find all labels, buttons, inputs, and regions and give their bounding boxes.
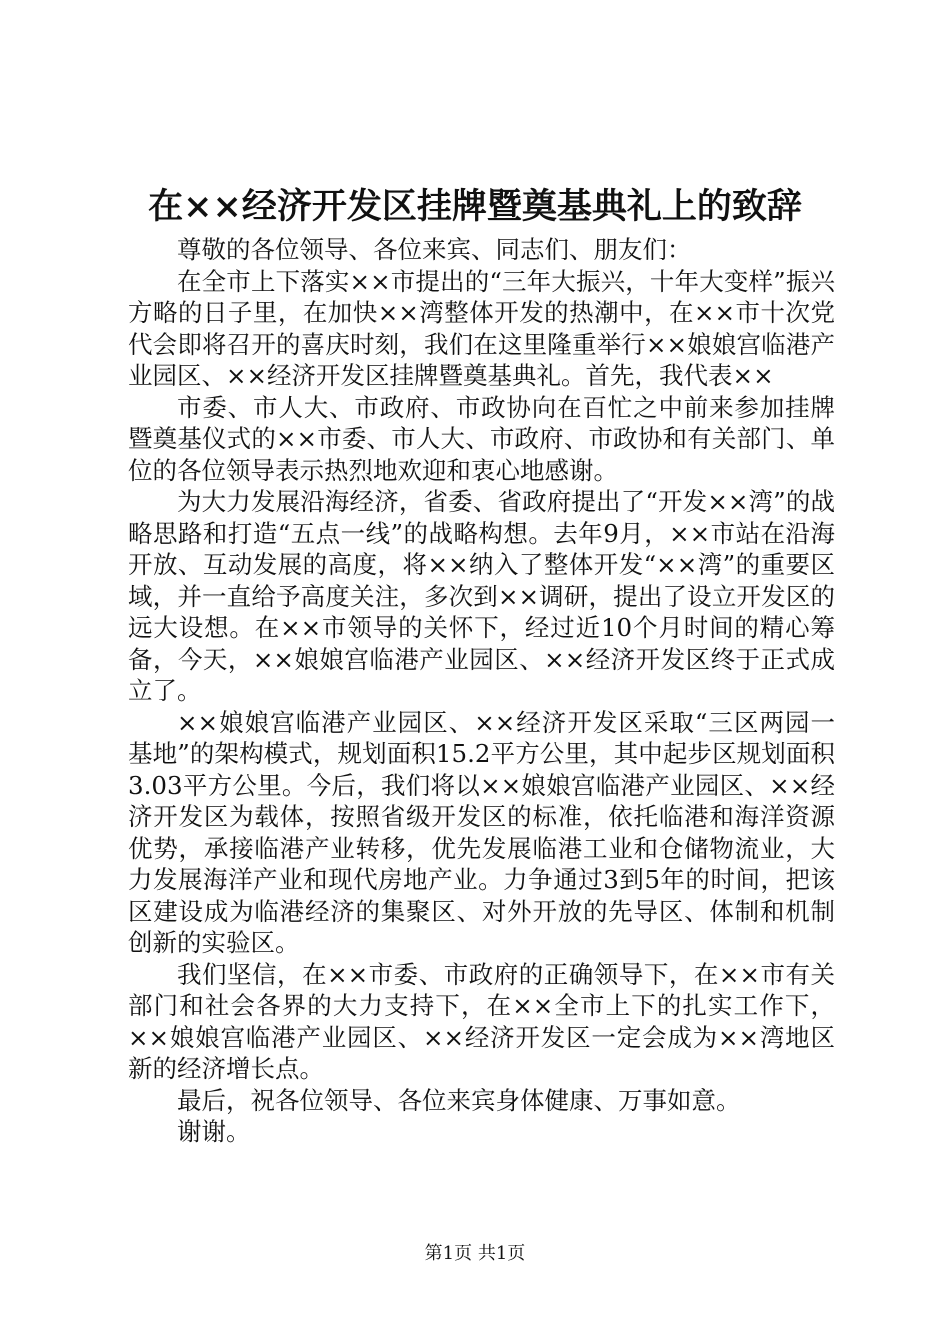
document-title: 在××经济开发区挂牌暨奠基典礼上的致辞 bbox=[148, 186, 802, 227]
closing-paragraph: 最后，祝各位领导、各位来宾身体健康、万事如意。 bbox=[177, 1085, 741, 1115]
body-paragraph: ××娘娘宫临港产业园区、××经济开发区采取“三区两园一基地”的架构模式，规划面积15.2平方公里，其中起步区规划面积3.03平方公里。今后，我们将以××娘娘宫临港产业园区、××经济开发区为载体，按照省级开发区的标准，依托临港和海洋资源优势，承接临港产业转移，优先发展临港工业和仓储物流业，大力发展海洋产业和现代房地产业。力争通过3到5年的时间，把该区建设成为临港经济的集聚区、对外开放的先导区、体制和机制创新的实验区。 bbox=[128, 707, 835, 957]
page-footer: 第1页 共1页 bbox=[424, 1243, 526, 1264]
salutation-paragraph: 尊敬的各位领导、各位来宾、同志们、朋友们： bbox=[177, 235, 692, 264]
document-body bbox=[128, 234, 835, 1148]
body-paragraph: 我们坚信，在××市委、市政府的正确领导下，在××市有关部门和社会各界的大力支持下，在××全市上下的扎实工作下，××娘娘宫临港产业园区、××经济开发区一定会成为××湾地区新的经济增长点。 bbox=[128, 959, 835, 1083]
body-paragraph: 为大力发展沿海经济，省委、省政府提出了“开发××湾”的战略思路和打造“五点一线”的战略构想。去年9月，××市站在沿海开放、互动发展的高度，将××纳入了整体开发“××湾”的重要区域，并一直给予高度关注，多次到××调研，提出了设立开发区的远大设想。在××市领导的关怀下，经过近10个月时间的精心筹备，今天，××娘娘宫临港产业园区、××经济开发区终于正式成立了。 bbox=[128, 487, 835, 705]
body-paragraph: 市委、市人大、市政府、市政协向在百忙之中前来参加挂牌暨奠基仪式的××市委、市人大、市政府、市政协和有关部门、单位的各位领导表示热烈地欢迎和衷心地感谢。 bbox=[128, 392, 835, 485]
body-paragraph: 在全市上下落实××市提出的“三年大振兴，十年大变样”振兴方略的日子里，在加快××湾整体开发的热潮中，在××市十次党代会即将召开的喜庆时刻，我们在这里隆重举行××娘娘宫临港产业园区、××经济开发区挂牌暨奠基典礼。首先，我代表×× bbox=[128, 266, 835, 390]
thanks-paragraph: 谢谢。 bbox=[177, 1117, 251, 1146]
